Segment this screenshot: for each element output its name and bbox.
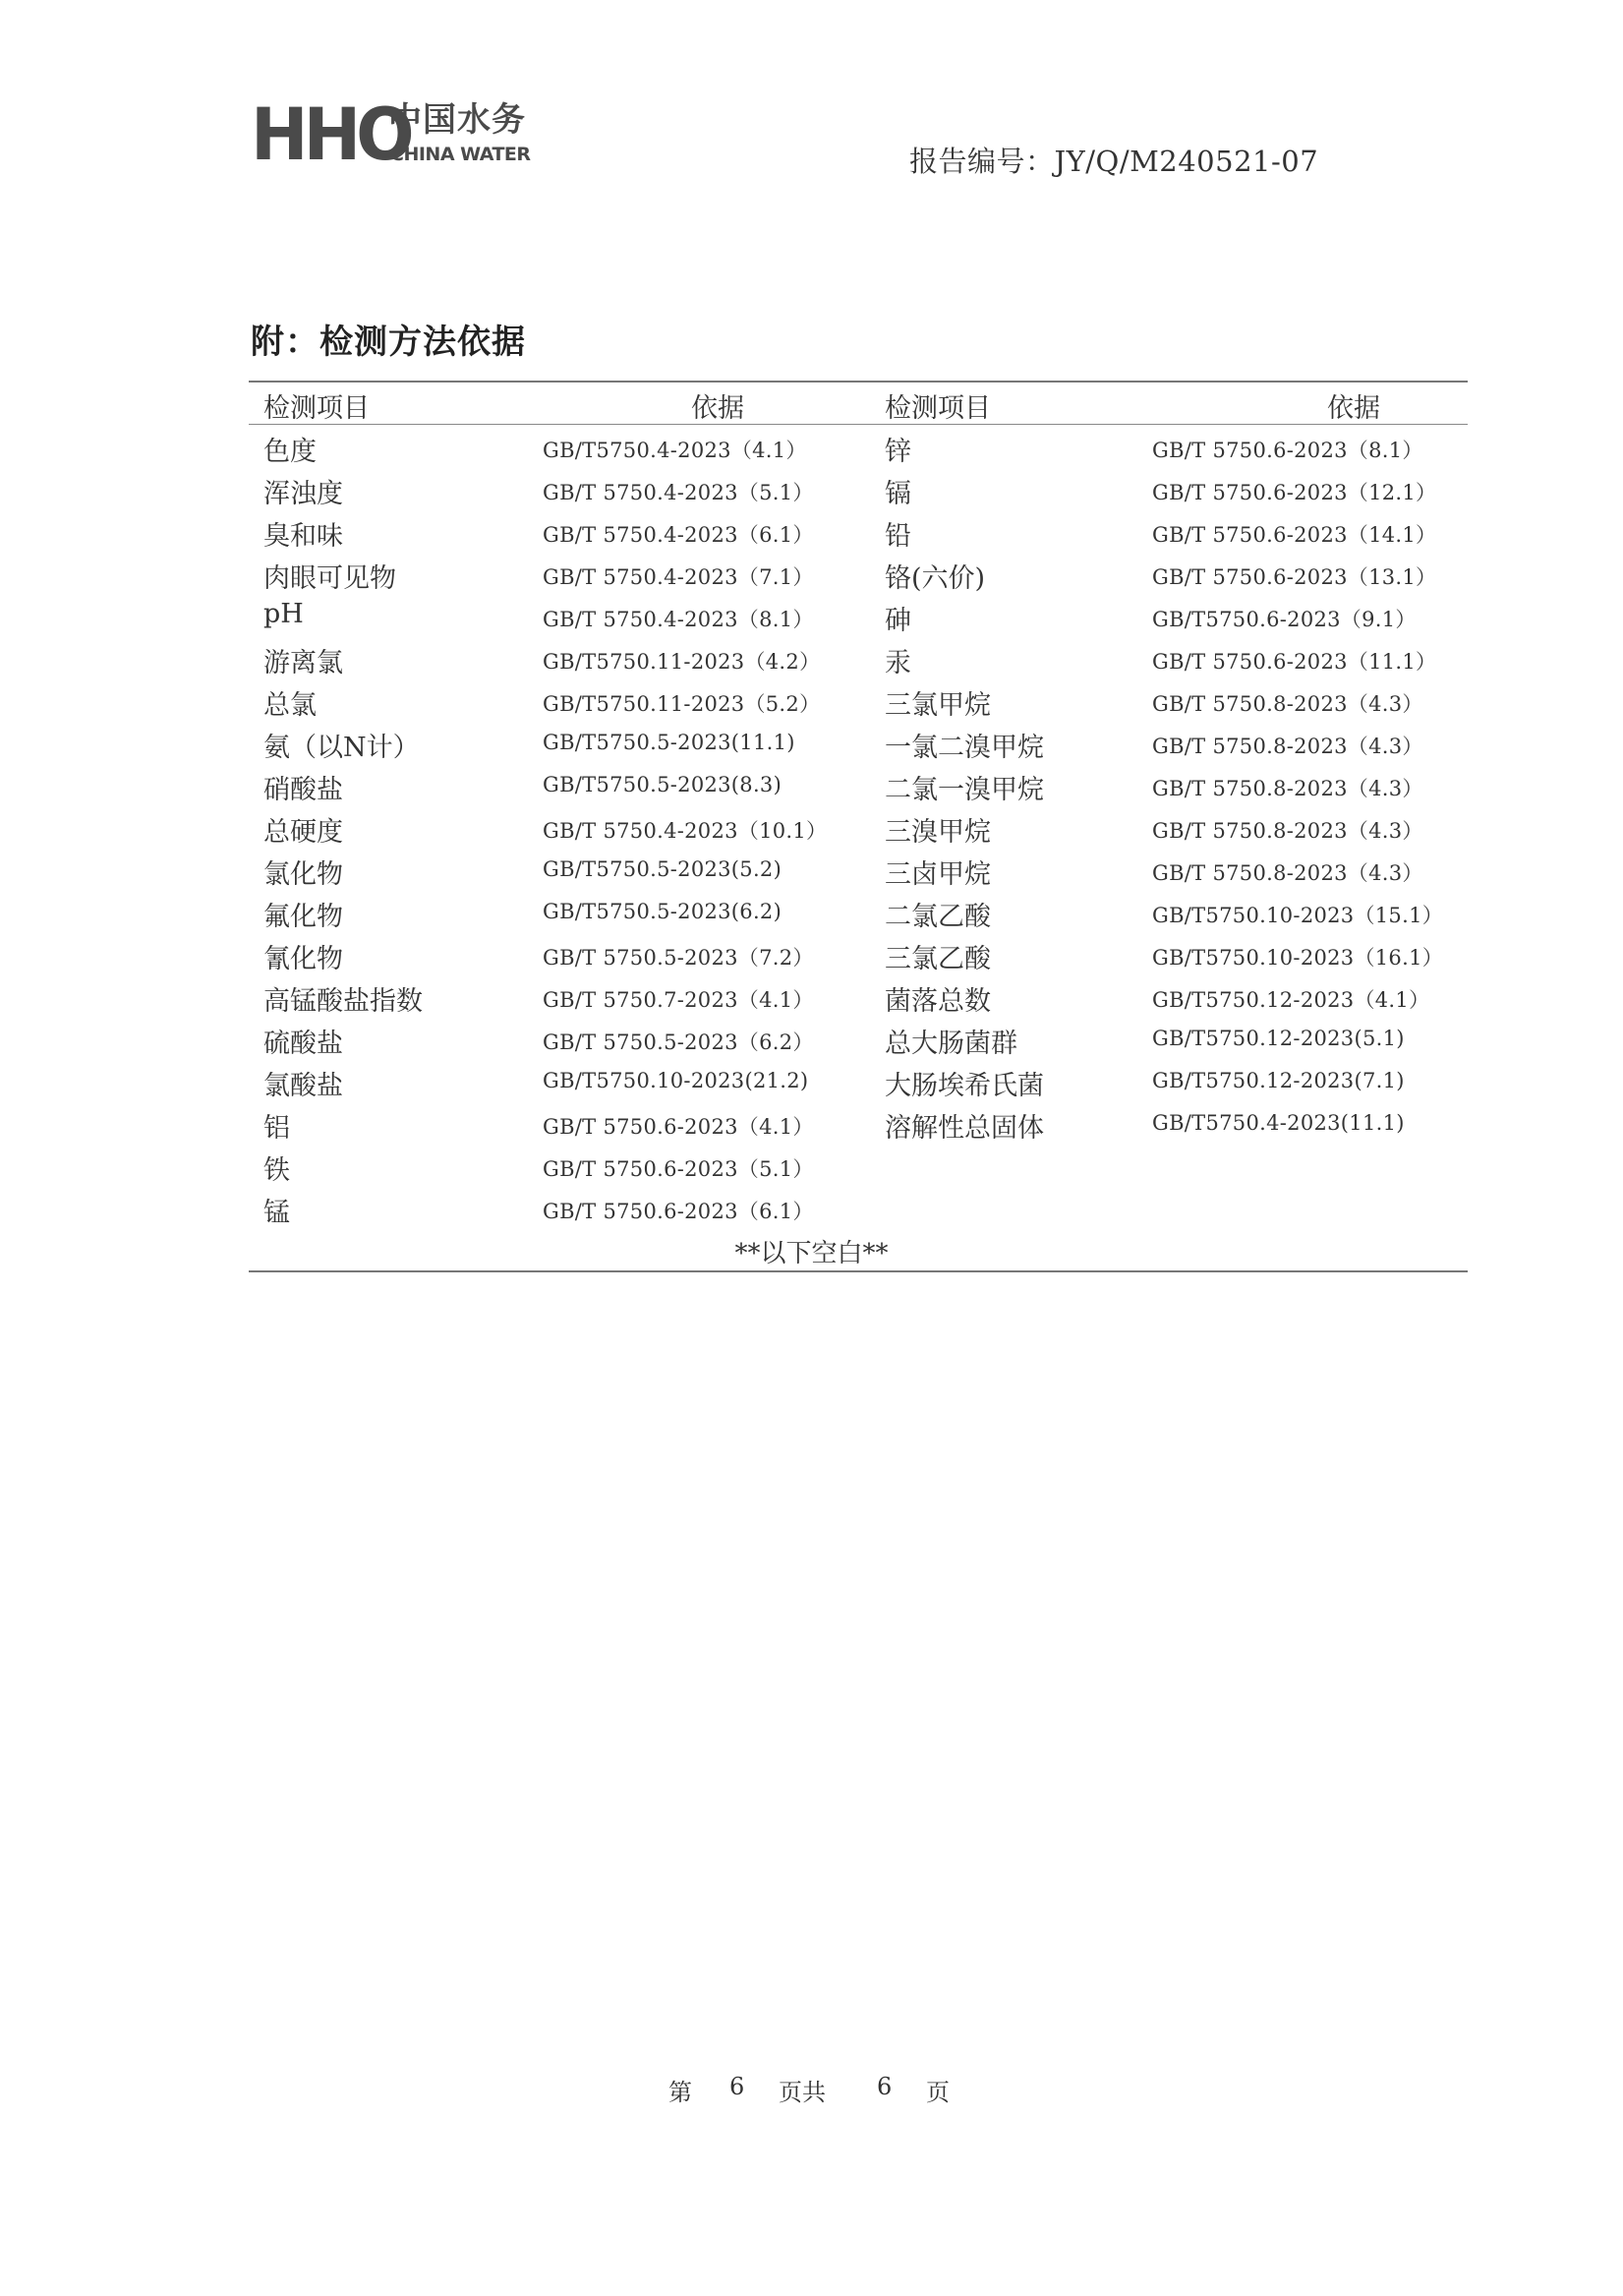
header-item-left: 检测项目 [263,393,370,424]
table-item-right: 三氯甲烷 [885,690,991,721]
table-item-right: 三卤甲烷 [885,859,991,890]
header-basis-left: 依据 [691,393,744,424]
table-basis-left: GB/T 5750.7-2023（4.1） [543,988,814,1012]
table-basis-right: GB/T5750.4-2023(11.1) [1152,1111,1405,1135]
table-basis-right: GB/T 5750.8-2023（4.3） [1152,861,1423,885]
table-item-left: 总氯 [263,690,317,721]
table-basis-right: GB/T5750.6-2023（9.1） [1152,608,1417,631]
table-item-right: 锌 [885,437,911,467]
table-basis-right: GB/T 5750.8-2023（4.3） [1152,819,1423,843]
table-basis-right: GB/T5750.12-2023（4.1） [1152,988,1430,1012]
table-basis-right: GB/T5750.12-2023(5.1) [1152,1027,1405,1050]
report-number: 报告编号：JY/Q/M240521-07 [909,145,1319,178]
table-basis-right: GB/T5750.10-2023（16.1） [1152,946,1444,970]
table-item-left: 肉眼可见物 [263,563,396,594]
company-logo [251,91,546,178]
table-basis-right: GB/T 5750.6-2023（14.1） [1152,523,1437,547]
table-basis-left: GB/T 5750.5-2023（6.2） [543,1030,814,1054]
table-item-left: 铝 [263,1113,290,1144]
end-of-table-note: **以下空白** [734,1239,889,1268]
table-item-left: 氨（以N计） [263,733,420,763]
table-basis-left: GB/T 5750.6-2023（5.1） [543,1157,814,1181]
table-basis-left: GB/T5750.4-2023（4.1） [543,439,807,462]
logo-english-name: CHINA WATER [390,144,531,165]
table-basis-right: GB/T5750.10-2023（15.1） [1152,904,1444,927]
table-basis-left: GB/T 5750.4-2023（8.1） [543,608,814,631]
table-basis-right: GB/T 5750.6-2023（12.1） [1152,481,1437,504]
table-item-left: 色度 [263,437,317,467]
table-basis-left: GB/T5750.10-2023(21.2) [543,1069,809,1092]
table-item-left: 氯酸盐 [263,1071,343,1101]
section-title: 附：检测方法依据 [251,323,526,362]
table-item-right: 镉 [885,479,911,509]
table-basis-left: GB/T5750.5-2023(8.3) [543,773,783,796]
table-item-left: 高锰酸盐指数 [263,986,423,1017]
table-basis-right: GB/T5750.12-2023(7.1) [1152,1069,1405,1092]
table-basis-right: GB/T 5750.8-2023（4.3） [1152,777,1423,800]
table-item-left: 锰 [263,1198,290,1228]
footer-label-1: 第 [668,2079,692,2106]
footer-label-2: 页共 [779,2079,826,2106]
table-basis-left: GB/T5750.5-2023(6.2) [543,900,783,923]
header-basis-right: 依据 [1327,393,1380,424]
table-basis-left: GB/T 5750.4-2023（7.1） [543,565,814,589]
table-basis-left: GB/T 5750.6-2023（6.1） [543,1200,814,1223]
table-item-left: 铁 [263,1155,290,1186]
table-item-left: 游离氯 [263,648,343,678]
table-item-right: 一氯二溴甲烷 [885,733,1044,763]
table-item-right: 三溴甲烷 [885,817,991,848]
footer-label-3: 页 [926,2079,950,2106]
table-basis-left: GB/T5750.5-2023(11.1) [543,731,795,754]
table-basis-left: GB/T 5750.4-2023（10.1） [543,819,828,843]
logo-mark: HHO [251,91,410,178]
table-item-right: 菌落总数 [885,986,991,1017]
table-basis-right: GB/T 5750.6-2023（13.1） [1152,565,1437,589]
table-basis-right: GB/T 5750.8-2023（4.3） [1152,735,1423,758]
footer-page-current: 6 [729,2073,745,2100]
table-item-left: 总硬度 [263,817,343,848]
table-basis-left: GB/T5750.5-2023(5.2) [543,857,783,881]
table-item-right: 大肠埃希氏菌 [885,1071,1044,1101]
table-bottom-rule [249,1270,1468,1272]
table-item-right: 二氯乙酸 [885,902,991,932]
table-item-right: 总大肠菌群 [885,1029,1017,1059]
table-basis-left: GB/T5750.11-2023（4.2） [543,650,821,674]
table-basis-right: GB/T 5750.6-2023（11.1） [1152,650,1437,674]
footer-page-total: 6 [877,2073,893,2100]
table-basis-left: GB/T 5750.5-2023（7.2） [543,946,814,970]
table-item-right: 铬(六价) [885,563,986,594]
table-item-left: 浑浊度 [263,479,343,509]
table-item-left: 氯化物 [263,859,343,890]
header-item-right: 检测项目 [885,393,991,424]
table-item-left: 氰化物 [263,944,343,974]
table-item-right: 铅 [885,521,911,552]
table-item-right: 溶解性总固体 [885,1113,1044,1144]
table-item-left: 氟化物 [263,902,343,932]
table-item-left: 臭和味 [263,521,343,552]
table-basis-left: GB/T 5750.6-2023（4.1） [543,1115,814,1139]
table-item-right: 汞 [885,648,911,678]
table-basis-left: GB/T 5750.4-2023（5.1） [543,481,814,504]
table-basis-left: GB/T 5750.4-2023（6.1） [543,523,814,547]
table-item-left: 硝酸盐 [263,775,343,805]
logo-chinese-name: 中国水务 [388,100,526,140]
table-basis-right: GB/T 5750.8-2023（4.3） [1152,692,1423,716]
table-item-left: 硫酸盐 [263,1029,343,1059]
table-top-rule [249,381,1468,383]
table-basis-right: GB/T 5750.6-2023（8.1） [1152,439,1423,462]
table-item-right: 三氯乙酸 [885,944,991,974]
table-item-right: 砷 [885,606,911,636]
table-basis-left: GB/T5750.11-2023（5.2） [543,692,821,716]
table-item-left: pH [263,599,304,629]
table-header-rule [249,424,1468,425]
table-item-right: 二氯一溴甲烷 [885,775,1044,805]
